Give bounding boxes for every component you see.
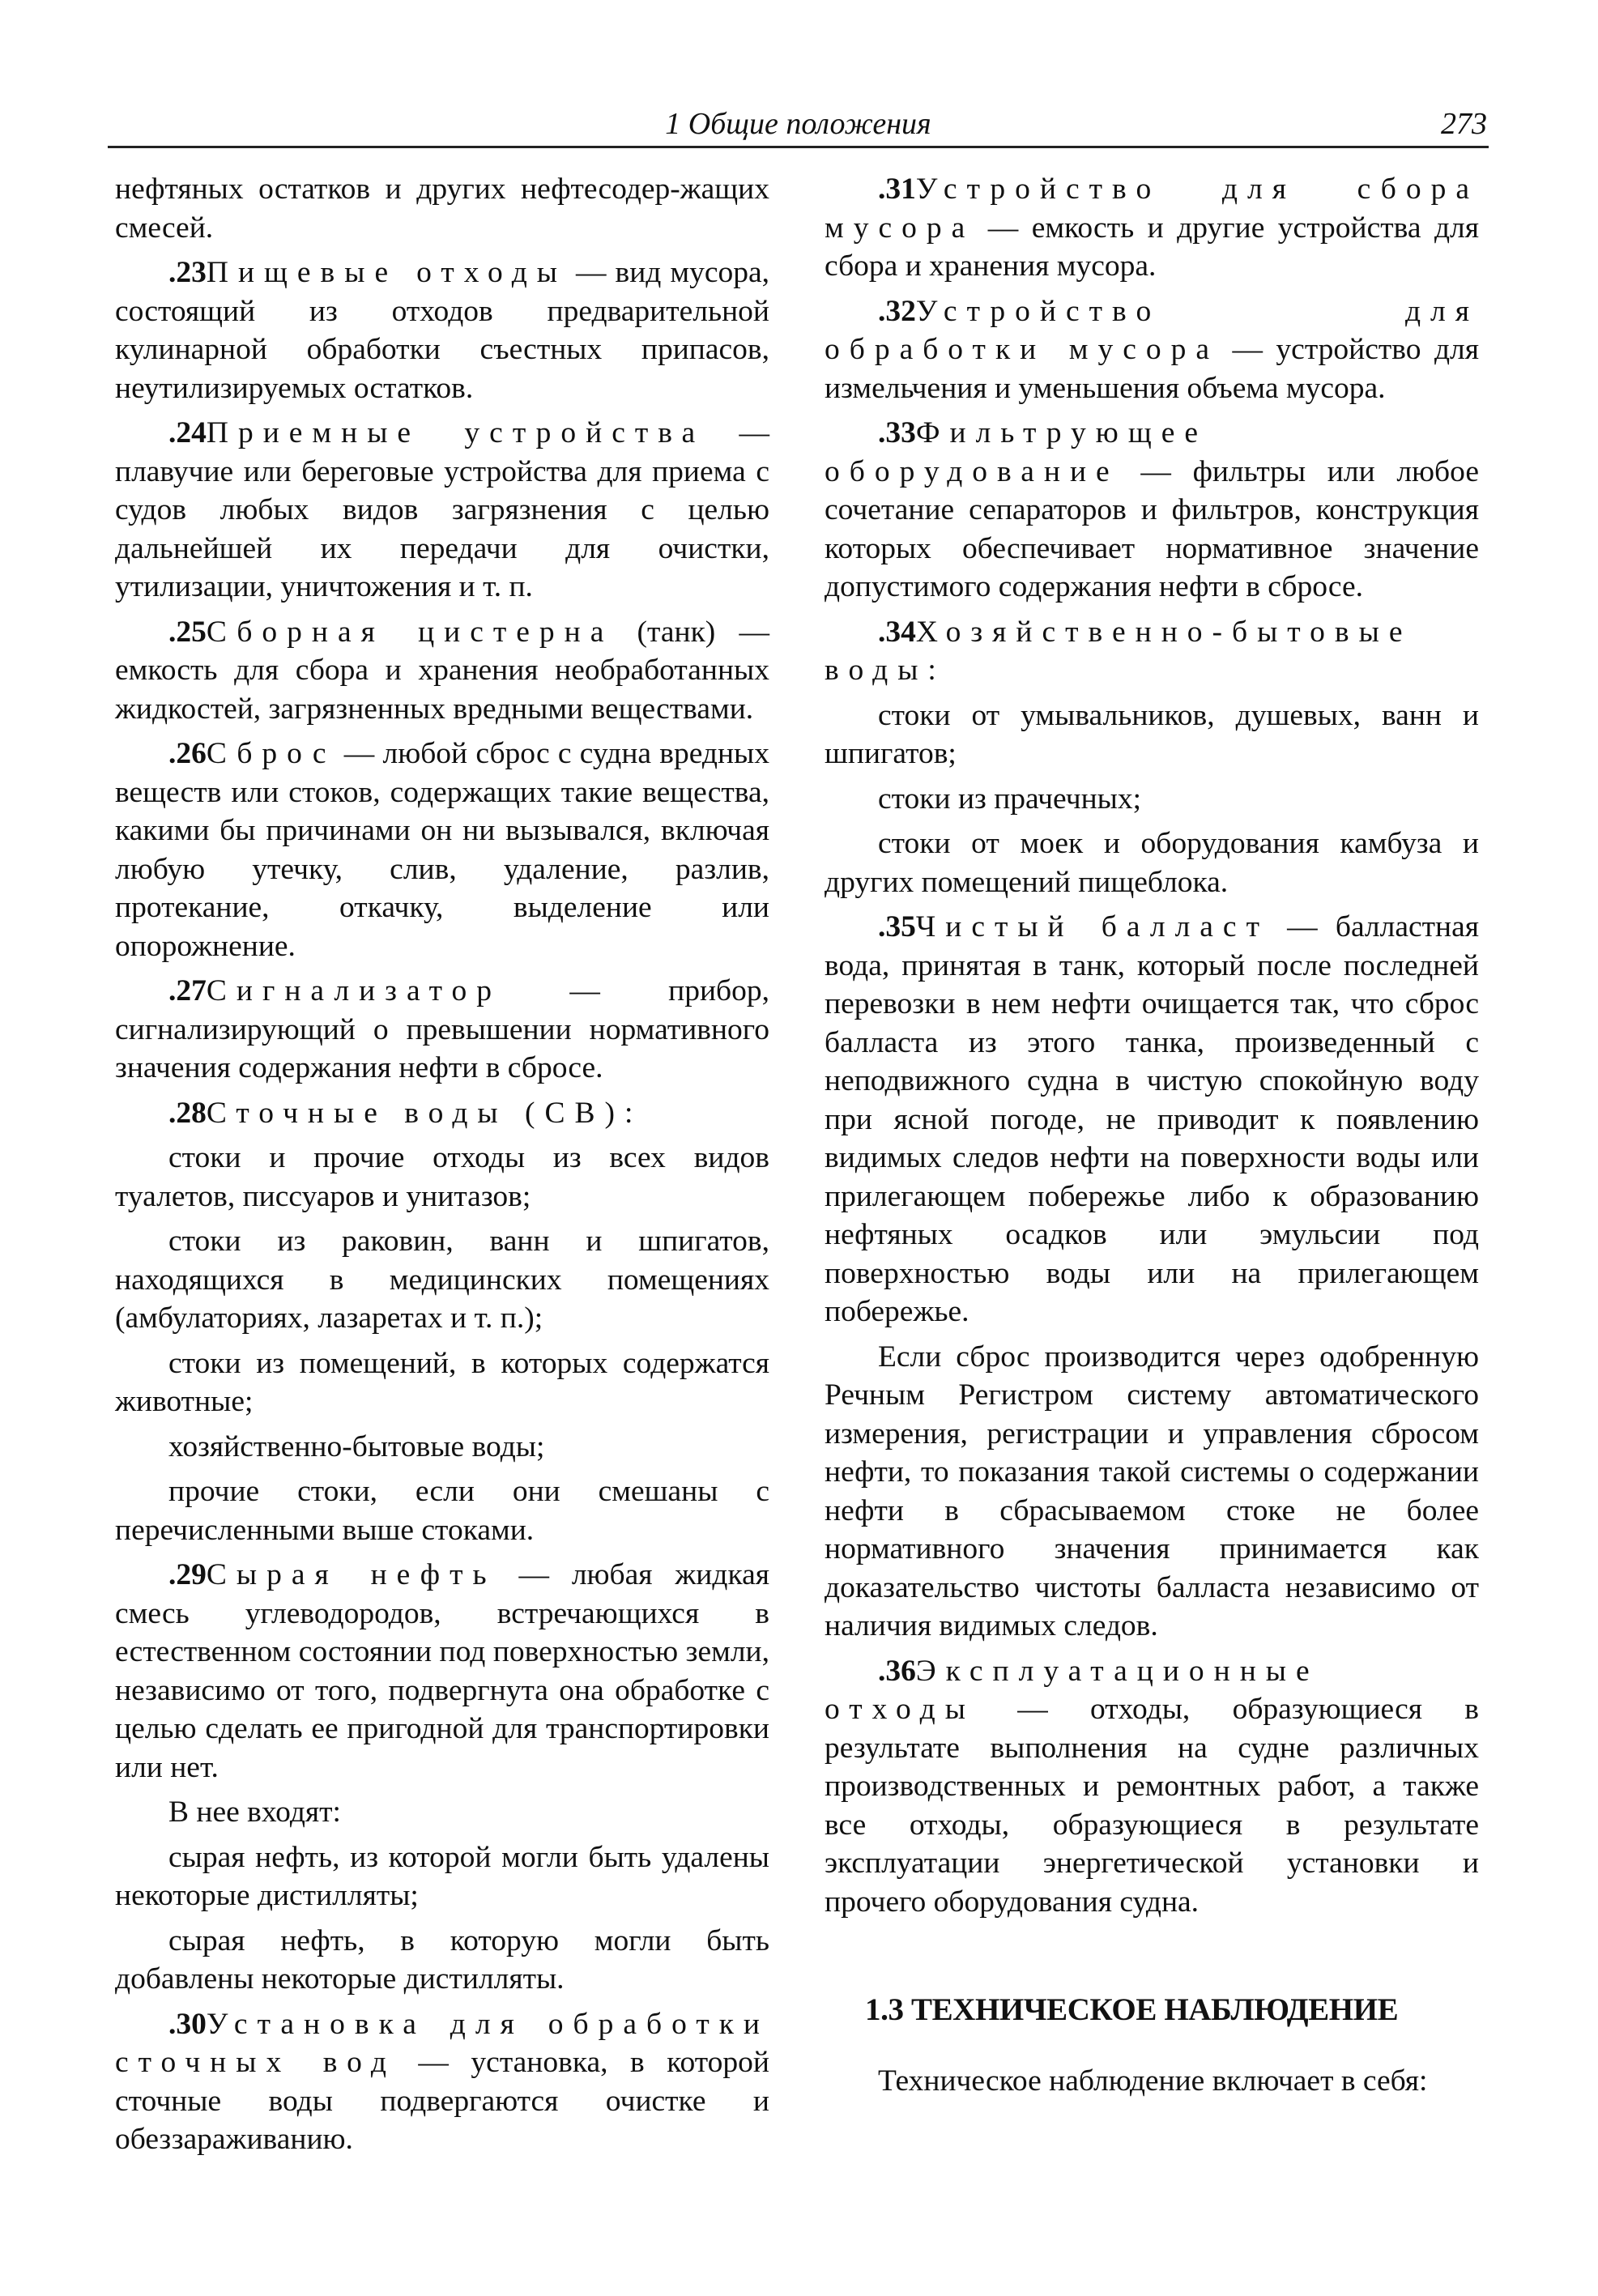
- clause-number: .36: [878, 1654, 916, 1688]
- text-paragraph: сырая нефть, в которую могли быть добавлены некоторые дистилляты.: [115, 1923, 769, 1996]
- definition-text: — фильтры или любое сочетание сепараторов и фильтров, конструкция которых обеспечивает нормативное значение допустимого содержания нефти в сбросе.: [825, 454, 1479, 603]
- defined-term: Сырая нефть: [206, 1558, 496, 1591]
- clause-number: .28: [168, 1096, 207, 1130]
- definition-text: — устройство для измельчения и уменьшения объема мусора.: [825, 333, 1479, 405]
- defined-term: Устройство для обработки мусора: [825, 294, 1479, 366]
- definition-text: — любой сброс с судна вредных веществ или стоков, содержащих такие вещества, какими бы причинами он ни вызывался, включая любую утечку, слив, удаление, разлив, протекание, откачку, выделение или опорожнение.: [115, 737, 769, 963]
- text-paragraph: стоки от умывальников, душевых, ванн и шпигатов;: [825, 698, 1479, 770]
- definition-paragraph: [115, 2005, 769, 2159]
- definition-paragraph: [825, 1652, 1479, 1922]
- clause-number: .30: [168, 2007, 207, 2041]
- definition-paragraph: [825, 613, 1479, 690]
- running-header: [108, 104, 1489, 148]
- defined-term: Фильтрующее оборудование: [825, 416, 1208, 488]
- definition-text: — емкость и другие устройства для сбора и хранения мусора.: [825, 211, 1479, 283]
- defined-term: Пищевые отходы: [206, 256, 567, 289]
- clause-number: .34: [878, 615, 916, 649]
- left-column: [115, 170, 769, 2166]
- defined-term: Сброс: [206, 737, 336, 770]
- definition-paragraph: [825, 908, 1479, 1331]
- definition-paragraph: [115, 1556, 769, 1787]
- page-number: 273: [1441, 107, 1487, 141]
- definition-text: — прибор, сигнализирующий о превышении нормативного значения содержания нефти в сбросе.: [115, 974, 769, 1084]
- definition-text: (танк) — емкость для сбора и хранения необработанных жидкостей, загрязненных вредными веществами.: [115, 615, 769, 726]
- definition-paragraph: [825, 292, 1479, 408]
- defined-term: Установка для обработки сточных вод: [115, 2007, 769, 2079]
- clause-number: .31: [878, 173, 916, 206]
- clause-number: .24: [168, 416, 207, 449]
- clause-number: .23: [168, 256, 207, 289]
- defined-term: Чистый балласт: [915, 910, 1269, 944]
- text-paragraph: стоки из раковин, ванн и шпигатов, находящихся в медицинских помещениях (амбулаториях, лазаретах и т. п.);: [115, 1225, 769, 1335]
- definition-paragraph: [115, 613, 769, 729]
- definition-paragraph: [825, 170, 1479, 286]
- text-paragraph: В нее входят:: [168, 1795, 341, 1829]
- definition-paragraph: [115, 1094, 769, 1133]
- text-paragraph: нефтяных остатков и других нефтесодер-жащих смесей.: [115, 173, 769, 245]
- right-column-body: [825, 170, 1479, 1921]
- text-paragraph: прочие стоки, если они смешаны с перечисленными выше стоками.: [115, 1475, 769, 1547]
- clause-number: .33: [878, 416, 916, 449]
- defined-term: Сточные воды (СВ):: [206, 1096, 643, 1130]
- definition-paragraph: [825, 414, 1479, 607]
- definition-paragraph: [115, 735, 769, 965]
- text-paragraph: хозяйственно-бытовые воды;: [168, 1429, 545, 1463]
- text-paragraph: сырая нефть, из которой могли быть удалены некоторые дистилляты;: [115, 1840, 769, 1912]
- section-heading: 1.3 ТЕХНИЧЕСКОЕ НАБЛЮДЕНИЕ: [865, 1992, 1399, 2027]
- definition-paragraph: [115, 253, 769, 407]
- definition-paragraph: [115, 414, 769, 607]
- clause-number: .35: [878, 910, 916, 944]
- right-column: [825, 170, 1479, 2107]
- section-title: 1 Общие положения: [665, 107, 931, 141]
- definition-text: — плавучие или береговые устройства для приема с судов любых видов загрязнения с целью дальнейшей их передачи для очистки, утилизации, уничтожения и т. п.: [115, 416, 769, 603]
- text-paragraph: стоки из помещений, в которых содержатся животные;: [115, 1346, 769, 1418]
- clause-number: .27: [168, 974, 207, 1007]
- defined-term: Эксплуатационные отходы: [825, 1654, 1319, 1726]
- clause-number: .25: [168, 615, 207, 649]
- clause-number: .32: [878, 294, 916, 328]
- definition-text: — установка, в которой сточные воды подвергаются очистке и обеззараживанию.: [115, 2046, 769, 2156]
- definition-text: — балластная вода, принятая в танк, который после последней перевозки в нем нефти очищается так, что сброс балласта из этого танка, произведенный с неподвижного судна в чистую спокойную воду при ясной погоде, не приводит к появлению видимых следов нефти на поверхности воды или прилегающем побережье либо к образованию нефтяных осадков или эмульсии под поверхностью воды или на прилегающем побережье.: [825, 910, 1479, 1328]
- text-paragraph: стоки из прачечных;: [878, 782, 1142, 816]
- text-paragraph: стоки и прочие отходы из всех видов туалетов, писсуаров и унитазов;: [115, 1141, 769, 1213]
- defined-term: Устройство для сбора мусора: [825, 173, 1479, 245]
- definition-text: — отходы, образующиеся в результате выполнения на судне различных производственных и ремонтных работ, а также все отходы, образующиеся в результате эксплуатации энергетической установки и прочего оборудования судна.: [825, 1693, 1479, 1919]
- clause-number: .29: [168, 1558, 207, 1591]
- section-intro: Техническое наблюдение включает в себя:: [878, 2064, 1428, 2098]
- defined-term: Сборная цистерна: [206, 615, 614, 649]
- defined-term: Хозяйственно-бытовые воды:: [825, 615, 1413, 687]
- definition-paragraph: [115, 972, 769, 1088]
- defined-term: Сигнализатор: [206, 974, 502, 1007]
- defined-term: Приемные устройства: [206, 416, 705, 449]
- clause-number: .26: [168, 737, 207, 770]
- definition-text: — вид мусора, состоящий из отходов предварительной кулинарной обработки съестных припасов, неутилизируемых остатков.: [115, 256, 769, 405]
- text-paragraph: Если сброс производится через одобренную Речным Регистром систему автоматического измерения, регистрации и управления сбросом нефти, то показания такой системы о содержании нефти в сбрасываемом стоке не более нормативного значения принимается как доказательство чистоты балласта независимо от наличия видимых следов.: [825, 1340, 1479, 1642]
- definition-text: — любая жидкая смесь углеводородов, встречающихся в естественном состоянии под поверхностью земли, независимо от того, подвергнута она обработке с целью сделать ее пригодной для транспортировки или нет.: [115, 1558, 769, 1784]
- text-paragraph: стоки от моек и оборудования камбуза и других помещений пищеблока.: [825, 827, 1479, 899]
